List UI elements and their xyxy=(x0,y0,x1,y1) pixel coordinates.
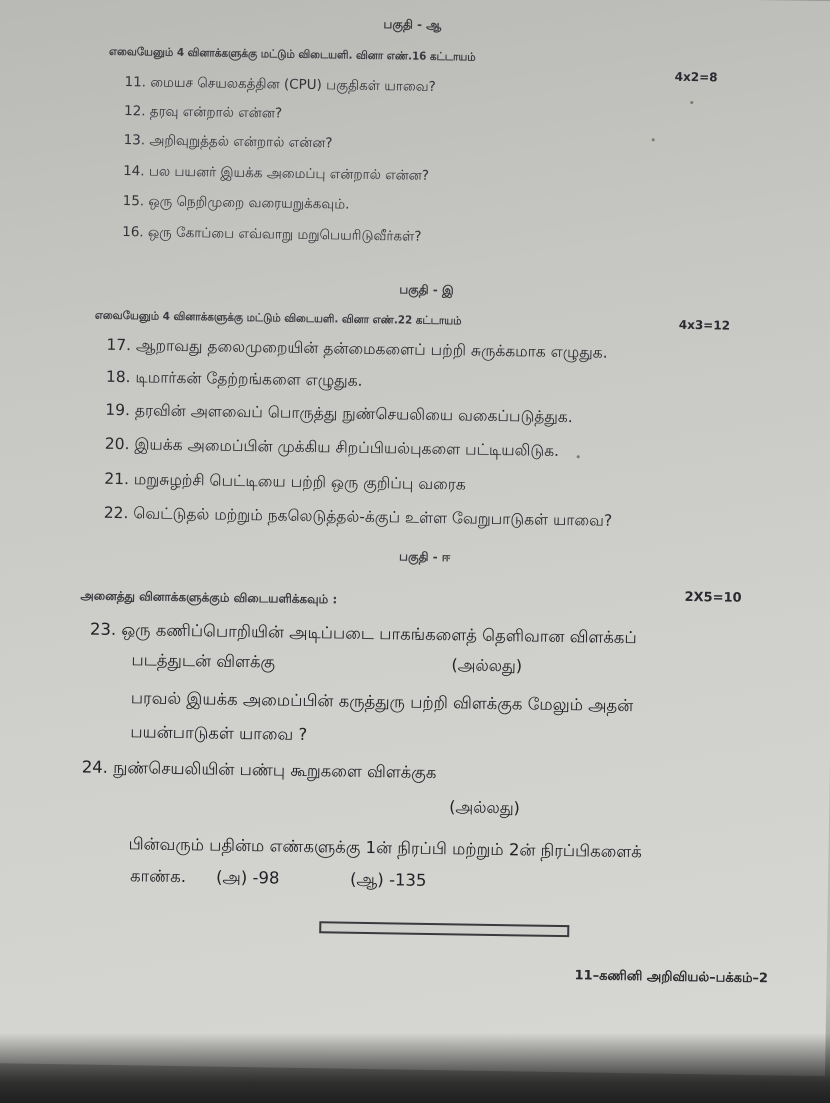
page-footer: 11–கணினி அறிவியல்–பக்கம்–2 xyxy=(574,968,769,987)
question-23-alt-line-2: பயன்பாடுகள் யாவை ? xyxy=(130,722,308,745)
part-b-marks: 4x2=8 xyxy=(674,69,718,85)
question-17: 17. ஆறாவது தலைமுறையின் தன்மைகளைப் பற்றி சுருக்கமாக எழுதுக. xyxy=(106,335,608,362)
part-d-instruction: அனைத்து வினாக்களுக்கும் விடையளிக்கவும் : xyxy=(80,588,338,607)
part-b-instruction: எவையேனும் 4 வினாக்களுக்கு மட்டும் விடையளி. வினா எண்.16 கட்டாயம் xyxy=(108,44,476,64)
question-23-line-2: படத்துடன் விளக்கு xyxy=(131,650,276,672)
question-12: 12. தரவு என்றால் என்ன? xyxy=(123,103,283,122)
paper-speck xyxy=(577,455,580,458)
question-19: 19. தரவின் அளவைப் பொருத்து நுண்செயலியை வகைப்படுத்துக. xyxy=(105,400,573,427)
paper-speck xyxy=(690,101,693,104)
question-22: 22. வெட்டுதல் மற்றும் நகலெடுத்தல்-க்குப் உள்ள வேறுபாடுகள் யாவை? xyxy=(103,503,613,530)
part-d-title: பகுதி - ஈ xyxy=(399,549,451,565)
question-16: 16. ஒரு கோப்பை எவ்வாறு மறுபெயரிடுவீர்கள்? xyxy=(122,224,422,245)
paper-speck xyxy=(652,138,655,141)
question-24-alt-line-2-prefix: காண்க. xyxy=(129,866,187,887)
question-23-or: (அல்லது) xyxy=(451,655,523,676)
part-c-instruction: எவையேனும் 4 வினாக்களுக்கு மட்டும் விடையளி. வினா எண்.22 கட்டாயம் xyxy=(94,308,462,328)
part-c-marks: 4x3=12 xyxy=(678,317,731,333)
question-15: 15. ஒரு நெறிமுறை வரையறுக்கவும். xyxy=(122,193,350,213)
end-of-paper-divider xyxy=(319,921,569,937)
part-c-title: பகுதி - இ xyxy=(399,282,454,298)
question-23-alt-line-1: பரவல் இயக்க அமைப்பின் கருத்துரு பற்றி விளக்குக மேலும் அதன் xyxy=(130,688,634,716)
question-13: 13. அறிவுறுத்தல் என்றால் என்ன? xyxy=(123,132,333,152)
part-d-marks: 2X5=10 xyxy=(684,589,742,606)
question-11: 11. மையச செயலகத்தின (CPU) பகுதிகள் யாவை? xyxy=(124,74,436,95)
table-surface-shadow xyxy=(0,1033,830,1103)
question-24-alt-line-1: பின்வரும் பதின்ம எண்களுக்கு 1ன் நிரப்பி மற்றும் 2ன் நிரப்பிகளைக் xyxy=(128,834,642,862)
question-20: 20. இயக்க அமைப்பின் முக்கிய சிறப்பியல்புகளை பட்டியலிடுக. xyxy=(104,434,560,460)
part-b-title: பகுதி - ஆ xyxy=(383,17,442,33)
question-24-or: (அல்லது) xyxy=(449,797,521,818)
question-21: 21. மறுசுழற்சி பெட்டியை பற்றி ஒரு குறிப்பு வரைக xyxy=(104,469,466,494)
question-23-line-1: 23. ஒரு கணிப்பொறியின் அடிப்படை பாகங்களைத் தெளிவான விளக்கப் xyxy=(89,619,637,648)
question-24-option-a: (அ) -98 xyxy=(215,867,280,888)
question-24-option-b: (ஆ) -135 xyxy=(349,869,427,890)
question-14: 14. பல பயனர் இயக்க அமைப்பு என்றால் என்ன? xyxy=(123,163,430,184)
question-18: 18. டிமார்கன் தேற்றங்களை எழுதுக. xyxy=(105,367,363,390)
question-24-line-1: 24. நுண்செயலியின் பண்பு கூறுகளை விளக்குக xyxy=(81,757,437,783)
